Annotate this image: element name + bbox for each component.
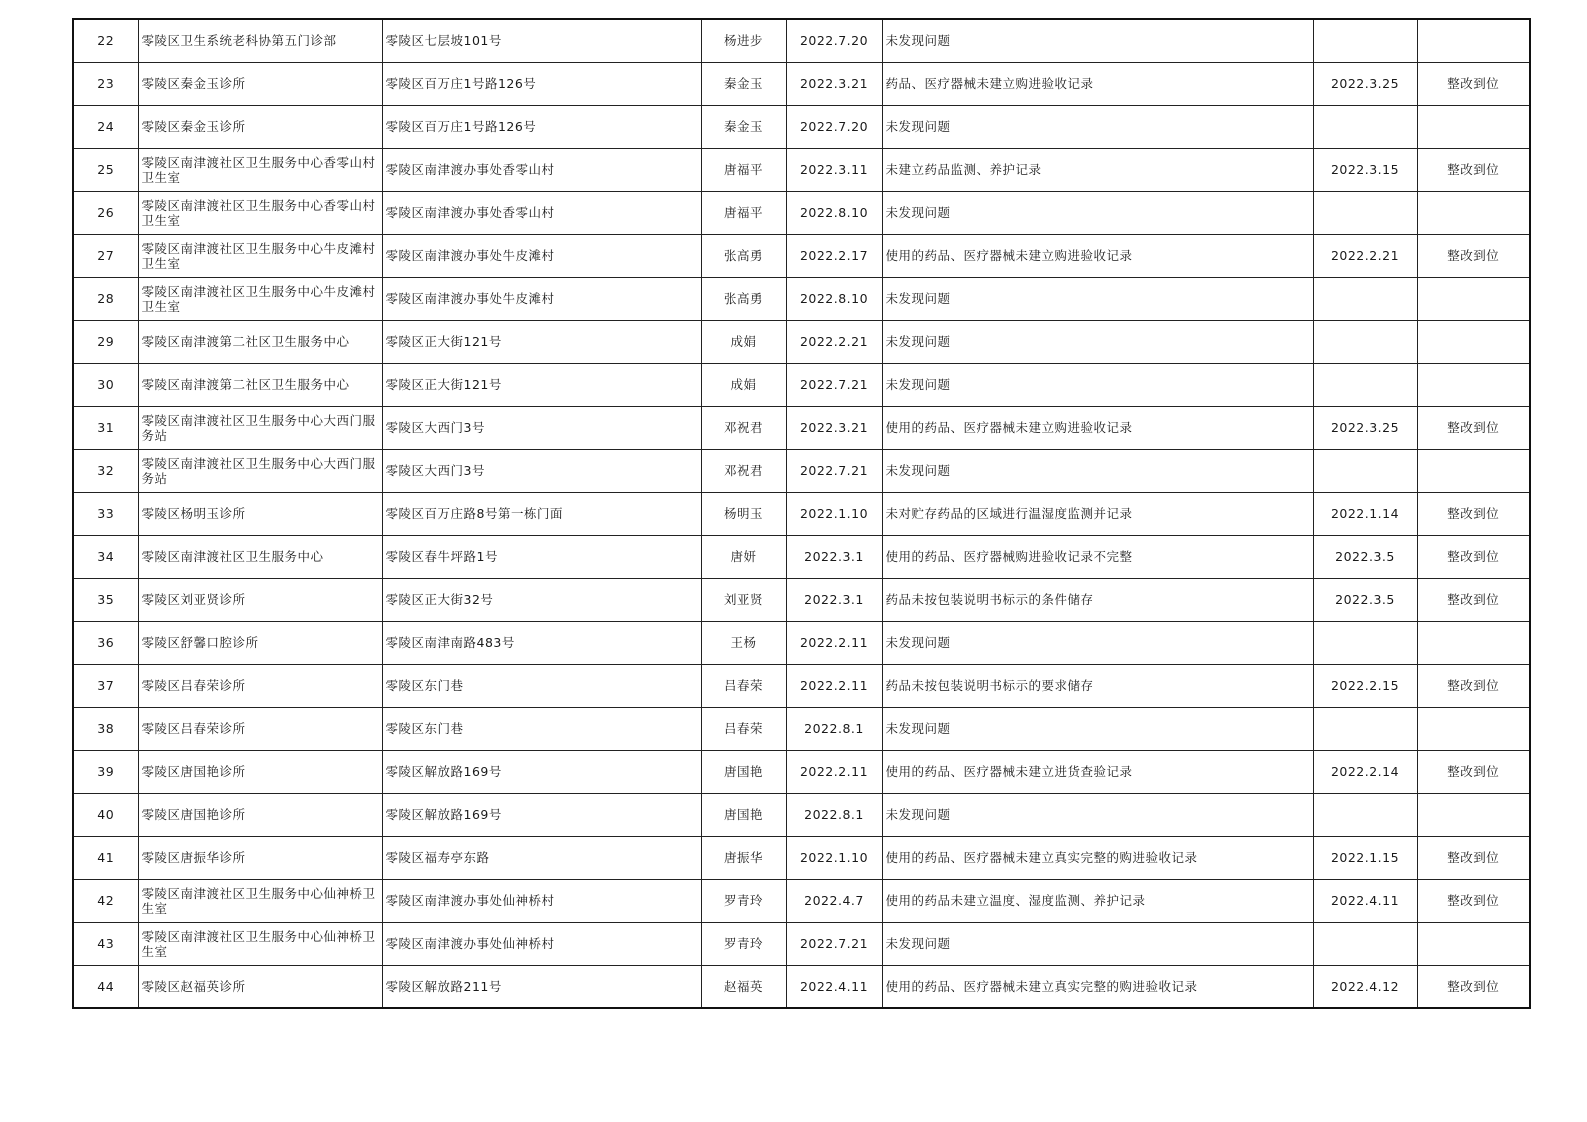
address-cell: 零陵区正大街32号 (382, 578, 701, 621)
row-number-cell: 41 (73, 836, 138, 879)
responsible-person-cell: 唐振华 (701, 836, 786, 879)
clinic-name-cell: 零陵区南津渡社区卫生服务中心香零山村卫生室 (138, 148, 382, 191)
table-row (73, 664, 1530, 707)
rectification-date-cell: 2022.3.25 (1313, 62, 1417, 105)
table-row (73, 879, 1530, 922)
row-number-cell: 30 (73, 363, 138, 406)
problem-found-cell: 未发现问题 (882, 277, 1313, 320)
clinic-name-cell: 零陵区秦金玉诊所 (138, 105, 382, 148)
clinic-name-cell: 零陵区卫生系统老科协第五门诊部 (138, 19, 382, 62)
rectification-result-cell: 整改到位 (1417, 148, 1530, 191)
address-cell: 零陵区东门巷 (382, 664, 701, 707)
responsible-person-cell: 唐妍 (701, 535, 786, 578)
inspection-date-cell: 2022.3.1 (786, 578, 882, 621)
problem-found-cell: 未发现问题 (882, 922, 1313, 965)
rectification-result-cell: 整改到位 (1417, 535, 1530, 578)
table-row (73, 234, 1530, 277)
table-row (73, 922, 1530, 965)
address-cell: 零陵区七层坡101号 (382, 19, 701, 62)
problem-found-cell: 使用的药品未建立温度、湿度监测、养护记录 (882, 879, 1313, 922)
table-row (73, 320, 1530, 363)
problem-found-cell: 未发现问题 (882, 363, 1313, 406)
inspection-date-cell: 2022.7.20 (786, 105, 882, 148)
rectification-date-cell: 2022.3.15 (1313, 148, 1417, 191)
table-row (73, 191, 1530, 234)
clinic-name-cell: 零陵区吕春荣诊所 (138, 664, 382, 707)
clinic-name-cell: 零陵区南津渡社区卫生服务中心牛皮滩村卫生室 (138, 277, 382, 320)
row-number-cell: 39 (73, 750, 138, 793)
inspection-date-cell: 2022.3.1 (786, 535, 882, 578)
table-row (73, 105, 1530, 148)
clinic-name-cell: 零陵区南津渡社区卫生服务中心大西门服务站 (138, 449, 382, 492)
rectification-result-cell: 整改到位 (1417, 406, 1530, 449)
address-cell: 零陵区福寿亭东路 (382, 836, 701, 879)
table-row (73, 793, 1530, 836)
clinic-name-cell: 零陵区南津渡社区卫生服务中心大西门服务站 (138, 406, 382, 449)
inspection-date-cell: 2022.7.20 (786, 19, 882, 62)
problem-found-cell: 未发现问题 (882, 621, 1313, 664)
rectification-date-cell: 2022.1.14 (1313, 492, 1417, 535)
table-row (73, 492, 1530, 535)
inspection-date-cell: 2022.1.10 (786, 836, 882, 879)
responsible-person-cell: 罗青玲 (701, 922, 786, 965)
address-cell: 零陵区南津渡办事处仙神桥村 (382, 879, 701, 922)
address-cell: 零陵区南津南路483号 (382, 621, 701, 664)
clinic-name-cell: 零陵区南津渡第二社区卫生服务中心 (138, 320, 382, 363)
rectification-result-cell: 整改到位 (1417, 965, 1530, 1008)
rectification-result-cell (1417, 19, 1530, 62)
responsible-person-cell: 杨进步 (701, 19, 786, 62)
row-number-cell: 43 (73, 922, 138, 965)
problem-found-cell: 未发现问题 (882, 320, 1313, 363)
rectification-date-cell: 2022.2.15 (1313, 664, 1417, 707)
clinic-name-cell: 零陵区南津渡社区卫生服务中心仙神桥卫生室 (138, 879, 382, 922)
row-number-cell: 33 (73, 492, 138, 535)
responsible-person-cell: 唐国艳 (701, 793, 786, 836)
clinic-name-cell: 零陵区南津渡社区卫生服务中心香零山村卫生室 (138, 191, 382, 234)
table-row (73, 965, 1530, 1008)
rectification-date-cell (1313, 320, 1417, 363)
rectification-date-cell (1313, 19, 1417, 62)
rectification-date-cell: 2022.3.5 (1313, 535, 1417, 578)
rectification-result-cell (1417, 320, 1530, 363)
row-number-cell: 27 (73, 234, 138, 277)
inspection-date-cell: 2022.8.10 (786, 277, 882, 320)
table-row (73, 578, 1530, 621)
rectification-result-cell: 整改到位 (1417, 62, 1530, 105)
responsible-person-cell: 张高勇 (701, 277, 786, 320)
row-number-cell: 36 (73, 621, 138, 664)
row-number-cell: 38 (73, 707, 138, 750)
row-number-cell: 22 (73, 19, 138, 62)
rectification-result-cell: 整改到位 (1417, 578, 1530, 621)
problem-found-cell: 未发现问题 (882, 19, 1313, 62)
problem-found-cell: 使用的药品、医疗器械购进验收记录不完整 (882, 535, 1313, 578)
table-row (73, 449, 1530, 492)
table-row (73, 277, 1530, 320)
clinic-name-cell: 零陵区南津渡第二社区卫生服务中心 (138, 363, 382, 406)
inspection-date-cell: 2022.1.10 (786, 492, 882, 535)
inspection-date-cell: 2022.3.11 (786, 148, 882, 191)
rectification-result-cell (1417, 363, 1530, 406)
table-row (73, 750, 1530, 793)
table-row (73, 836, 1530, 879)
rectification-date-cell: 2022.2.14 (1313, 750, 1417, 793)
rectification-date-cell (1313, 621, 1417, 664)
responsible-person-cell: 刘亚贤 (701, 578, 786, 621)
clinic-name-cell: 零陵区赵福英诊所 (138, 965, 382, 1008)
clinic-name-cell: 零陵区杨明玉诊所 (138, 492, 382, 535)
row-number-cell: 28 (73, 277, 138, 320)
row-number-cell: 42 (73, 879, 138, 922)
rectification-date-cell: 2022.4.11 (1313, 879, 1417, 922)
rectification-result-cell (1417, 621, 1530, 664)
responsible-person-cell: 秦金玉 (701, 105, 786, 148)
rectification-result-cell (1417, 277, 1530, 320)
problem-found-cell: 未发现问题 (882, 793, 1313, 836)
address-cell: 零陵区解放路211号 (382, 965, 701, 1008)
responsible-person-cell: 成娟 (701, 363, 786, 406)
rectification-date-cell (1313, 707, 1417, 750)
inspection-date-cell: 2022.4.11 (786, 965, 882, 1008)
clinic-name-cell: 零陵区吕春荣诊所 (138, 707, 382, 750)
rectification-date-cell (1313, 105, 1417, 148)
table-body (73, 19, 1530, 1008)
inspection-date-cell: 2022.3.21 (786, 62, 882, 105)
inspection-date-cell: 2022.7.21 (786, 363, 882, 406)
row-number-cell: 31 (73, 406, 138, 449)
inspection-date-cell: 2022.3.21 (786, 406, 882, 449)
responsible-person-cell: 邓祝君 (701, 449, 786, 492)
clinic-name-cell: 零陵区秦金玉诊所 (138, 62, 382, 105)
row-number-cell: 40 (73, 793, 138, 836)
address-cell: 零陵区正大街121号 (382, 320, 701, 363)
clinic-name-cell: 零陵区舒馨口腔诊所 (138, 621, 382, 664)
row-number-cell: 32 (73, 449, 138, 492)
rectification-date-cell: 2022.4.12 (1313, 965, 1417, 1008)
row-number-cell: 29 (73, 320, 138, 363)
address-cell: 零陵区南津渡办事处香零山村 (382, 191, 701, 234)
responsible-person-cell: 罗青玲 (701, 879, 786, 922)
clinic-name-cell: 零陵区南津渡社区卫生服务中心牛皮滩村卫生室 (138, 234, 382, 277)
row-number-cell: 25 (73, 148, 138, 191)
inspection-date-cell: 2022.4.7 (786, 879, 882, 922)
row-number-cell: 44 (73, 965, 138, 1008)
clinic-name-cell: 零陵区刘亚贤诊所 (138, 578, 382, 621)
inspection-date-cell: 2022.2.11 (786, 750, 882, 793)
inspection-date-cell: 2022.2.21 (786, 320, 882, 363)
address-cell: 零陵区解放路169号 (382, 793, 701, 836)
responsible-person-cell: 王杨 (701, 621, 786, 664)
responsible-person-cell: 吕春荣 (701, 707, 786, 750)
rectification-date-cell (1313, 191, 1417, 234)
table-row (73, 363, 1530, 406)
table-row (73, 406, 1530, 449)
rectification-date-cell: 2022.2.21 (1313, 234, 1417, 277)
inspection-date-cell: 2022.7.21 (786, 449, 882, 492)
address-cell: 零陵区百万庄1号路126号 (382, 62, 701, 105)
problem-found-cell: 使用的药品、医疗器械未建立真实完整的购进验收记录 (882, 836, 1313, 879)
inspection-date-cell: 2022.8.1 (786, 707, 882, 750)
inspection-date-cell: 2022.7.21 (786, 922, 882, 965)
row-number-cell: 34 (73, 535, 138, 578)
inspection-date-cell: 2022.2.11 (786, 621, 882, 664)
address-cell: 零陵区百万庄1号路126号 (382, 105, 701, 148)
rectification-result-cell: 整改到位 (1417, 836, 1530, 879)
rectification-date-cell: 2022.3.25 (1313, 406, 1417, 449)
responsible-person-cell: 杨明玉 (701, 492, 786, 535)
address-cell: 零陵区南津渡办事处牛皮滩村 (382, 277, 701, 320)
rectification-result-cell: 整改到位 (1417, 234, 1530, 277)
address-cell: 零陵区南津渡办事处仙神桥村 (382, 922, 701, 965)
address-cell: 零陵区大西门3号 (382, 449, 701, 492)
address-cell: 零陵区南津渡办事处牛皮滩村 (382, 234, 701, 277)
problem-found-cell: 未发现问题 (882, 449, 1313, 492)
clinic-name-cell: 零陵区唐国艳诊所 (138, 750, 382, 793)
problem-found-cell: 使用的药品、医疗器械未建立购进验收记录 (882, 406, 1313, 449)
responsible-person-cell: 秦金玉 (701, 62, 786, 105)
problem-found-cell: 未发现问题 (882, 105, 1313, 148)
rectification-result-cell: 整改到位 (1417, 879, 1530, 922)
responsible-person-cell: 邓祝君 (701, 406, 786, 449)
rectification-result-cell (1417, 707, 1530, 750)
clinic-name-cell: 零陵区南津渡社区卫生服务中心仙神桥卫生室 (138, 922, 382, 965)
address-cell: 零陵区解放路169号 (382, 750, 701, 793)
table-row (73, 19, 1530, 62)
problem-found-cell: 使用的药品、医疗器械未建立购进验收记录 (882, 234, 1313, 277)
inspection-records-table (72, 18, 1531, 1009)
row-number-cell: 35 (73, 578, 138, 621)
problem-found-cell: 药品未按包装说明书标示的要求储存 (882, 664, 1313, 707)
clinic-name-cell: 零陵区唐振华诊所 (138, 836, 382, 879)
rectification-date-cell (1313, 277, 1417, 320)
clinic-name-cell: 零陵区南津渡社区卫生服务中心 (138, 535, 382, 578)
responsible-person-cell: 赵福英 (701, 965, 786, 1008)
rectification-date-cell (1313, 922, 1417, 965)
problem-found-cell: 未发现问题 (882, 707, 1313, 750)
table-row (73, 621, 1530, 664)
row-number-cell: 24 (73, 105, 138, 148)
rectification-date-cell: 2022.3.5 (1313, 578, 1417, 621)
responsible-person-cell: 吕春荣 (701, 664, 786, 707)
inspection-date-cell: 2022.8.10 (786, 191, 882, 234)
rectification-date-cell (1313, 363, 1417, 406)
row-number-cell: 23 (73, 62, 138, 105)
table-row (73, 148, 1530, 191)
problem-found-cell: 药品未按包装说明书标示的条件储存 (882, 578, 1313, 621)
address-cell: 零陵区春牛坪路1号 (382, 535, 701, 578)
address-cell: 零陵区东门巷 (382, 707, 701, 750)
rectification-result-cell (1417, 793, 1530, 836)
problem-found-cell: 使用的药品、医疗器械未建立真实完整的购进验收记录 (882, 965, 1313, 1008)
rectification-result-cell (1417, 191, 1530, 234)
rectification-result-cell (1417, 105, 1530, 148)
problem-found-cell: 未建立药品监测、养护记录 (882, 148, 1313, 191)
rectification-result-cell (1417, 449, 1530, 492)
rectification-result-cell: 整改到位 (1417, 492, 1530, 535)
responsible-person-cell: 唐福平 (701, 191, 786, 234)
inspection-date-cell: 2022.8.1 (786, 793, 882, 836)
table-row (73, 62, 1530, 105)
inspection-date-cell: 2022.2.17 (786, 234, 882, 277)
responsible-person-cell: 成娟 (701, 320, 786, 363)
rectification-result-cell (1417, 922, 1530, 965)
problem-found-cell: 使用的药品、医疗器械未建立进货查验记录 (882, 750, 1313, 793)
address-cell: 零陵区大西门3号 (382, 406, 701, 449)
inspection-date-cell: 2022.2.11 (786, 664, 882, 707)
address-cell: 零陵区南津渡办事处香零山村 (382, 148, 701, 191)
problem-found-cell: 药品、医疗器械未建立购进验收记录 (882, 62, 1313, 105)
address-cell: 零陵区百万庄路8号第一栋门面 (382, 492, 701, 535)
problem-found-cell: 未发现问题 (882, 191, 1313, 234)
rectification-date-cell (1313, 449, 1417, 492)
row-number-cell: 37 (73, 664, 138, 707)
responsible-person-cell: 唐福平 (701, 148, 786, 191)
rectification-result-cell: 整改到位 (1417, 750, 1530, 793)
problem-found-cell: 未对贮存药品的区域进行温湿度监测并记录 (882, 492, 1313, 535)
clinic-name-cell: 零陵区唐国艳诊所 (138, 793, 382, 836)
responsible-person-cell: 唐国艳 (701, 750, 786, 793)
row-number-cell: 26 (73, 191, 138, 234)
table-row (73, 535, 1530, 578)
table-row (73, 707, 1530, 750)
responsible-person-cell: 张高勇 (701, 234, 786, 277)
rectification-date-cell: 2022.1.15 (1313, 836, 1417, 879)
address-cell: 零陵区正大街121号 (382, 363, 701, 406)
rectification-date-cell (1313, 793, 1417, 836)
rectification-result-cell: 整改到位 (1417, 664, 1530, 707)
